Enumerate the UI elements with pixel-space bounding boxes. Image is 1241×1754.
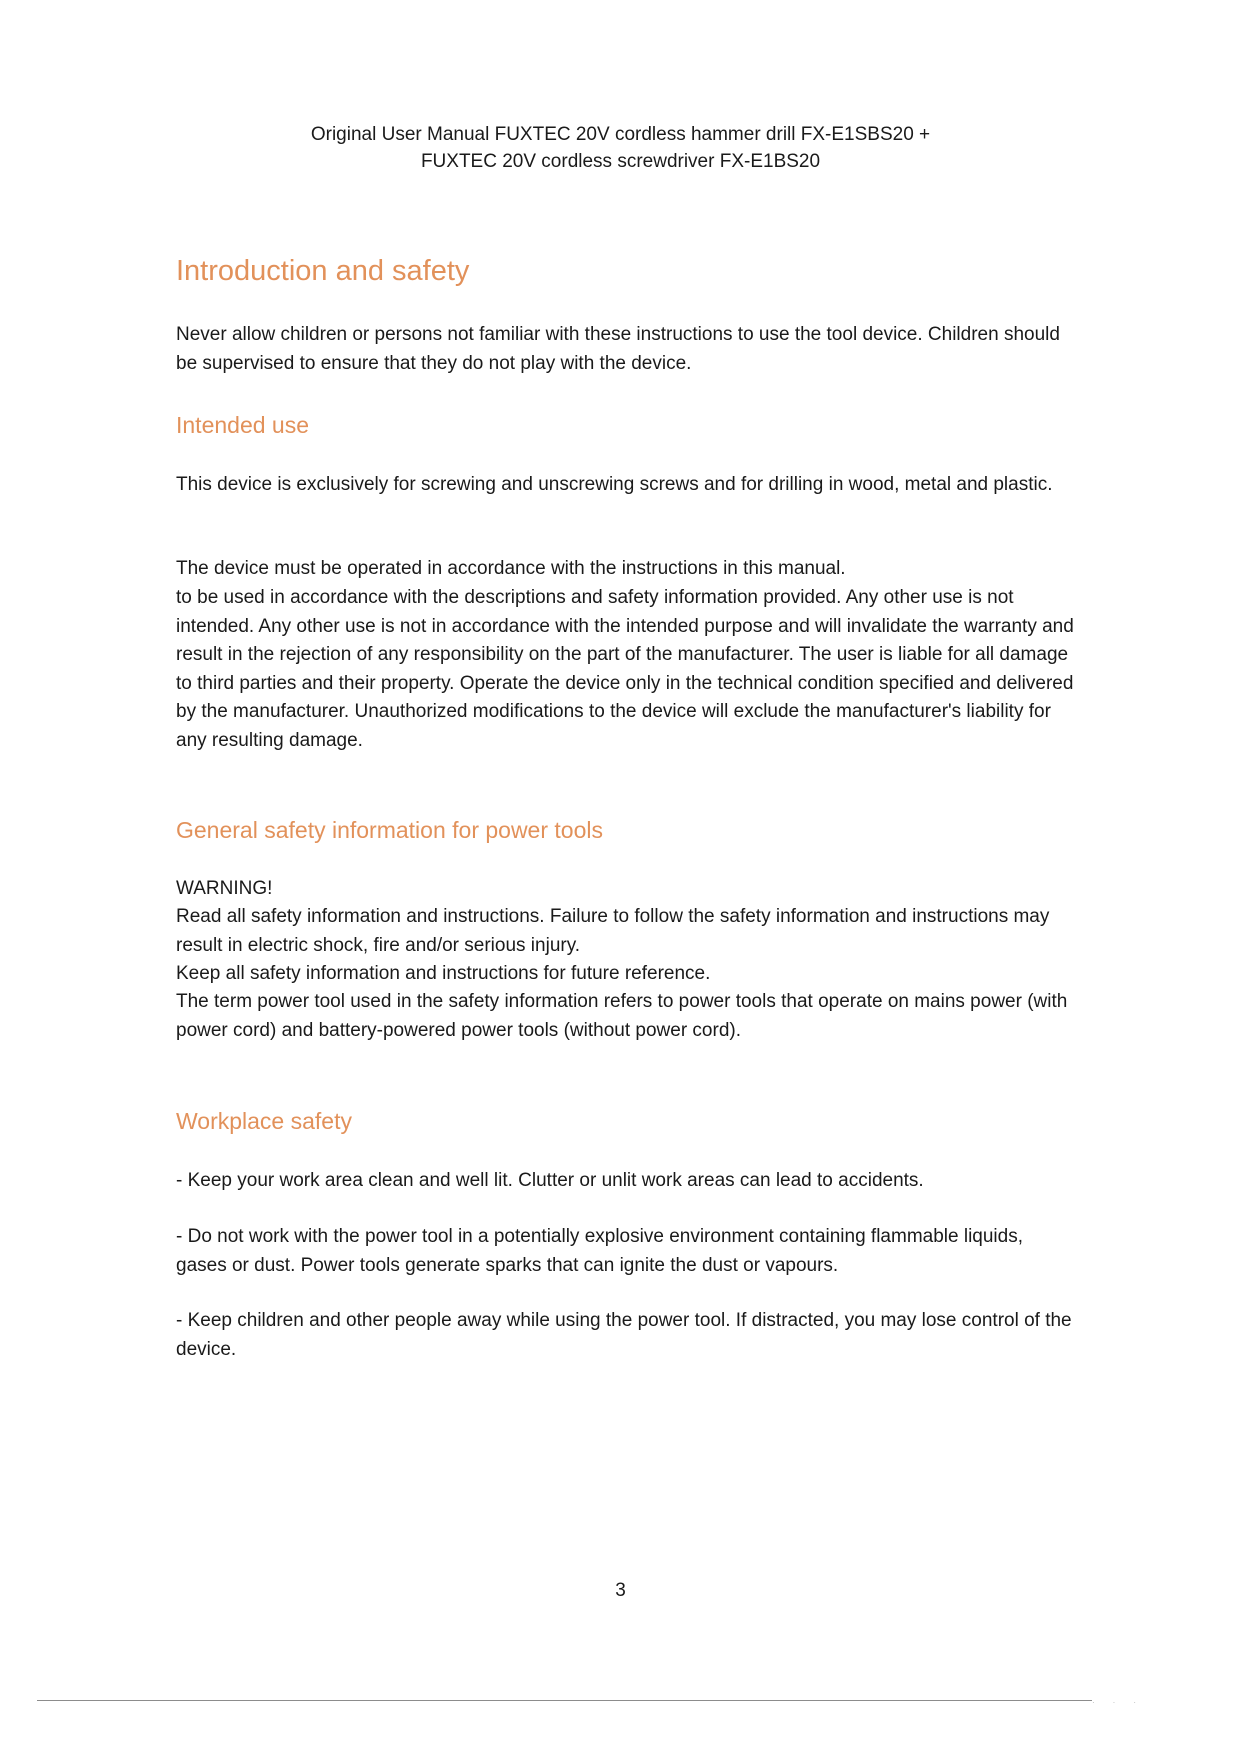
workplace-item-3: - Keep children and other people away while using the power tool. If distracted, you may lose control of the device. xyxy=(176,1310,1072,1360)
header-line-1: Original User Manual FUXTEC 20V cordless hammer drill FX-E1SBS20 + xyxy=(310,124,931,145)
intended-use-paragraph-2-body: to be used in accordance with the descriptions and safety information provided. Any other use is not intended. Any other use is not in accordance with the intended purpose and will invalidate the warranty and result in the rejection of any responsibility on the part of the manufacturer. The user is liable for all damage to third parties and their property. Operate the device only in the technical condition specified and delivered by the manufacturer. Unauthorized modifications to the device will exclude the manufacturer's liability for any resulting damage. xyxy=(176,587,1074,751)
footer-rule xyxy=(37,1700,1092,1701)
page-number: 3 xyxy=(615,1580,626,1601)
general-safety-line-3: The term power tool used in the safety information refers to power tools that operate on mains power (with power cord) and battery-powered power tools (without power cord). xyxy=(176,991,1068,1041)
footer-decoration: ··· xyxy=(1092,1698,1154,1707)
intro-title: Introduction and safety xyxy=(176,255,470,287)
general-safety-line-2: Keep all safety information and instructions for future reference. xyxy=(176,963,711,984)
general-safety-title: General safety information for power tools xyxy=(176,817,603,843)
workplace-item-2: - Do not work with the power tool in a potentially explosive environment containing flammable liquids, gases or dust. Power tools generate sparks that can ignite the dust or vapours. xyxy=(176,1226,1023,1276)
warning-label: WARNING! xyxy=(176,878,273,899)
workplace-safety-title: Workplace safety xyxy=(176,1108,352,1134)
intended-use-paragraph-2-line-1: The device must be operated in accordance with the instructions in this manual. xyxy=(176,558,846,579)
general-safety-line-1: Read all safety information and instructions. Failure to follow the safety information and instructions may result in electric shock, fire and/or serious injury. xyxy=(176,906,1050,956)
document-header xyxy=(0,121,1241,175)
workplace-item-1: - Keep your work area clean and well lit. Clutter or unlit work areas can lead to accidents. xyxy=(176,1170,924,1191)
intended-use-title: Intended use xyxy=(176,412,310,438)
intro-body: Never allow children or persons not familiar with these instructions to use the tool device. Children should be supervised to ensure that they do not play with the device. xyxy=(176,324,1060,374)
intended-use-paragraph-1: This device is exclusively for screwing and unscrewing screws and for drilling in wood, metal and plastic. xyxy=(176,474,1053,495)
header-line-2: FUXTEC 20V cordless screwdriver FX-E1BS20 xyxy=(420,151,821,172)
